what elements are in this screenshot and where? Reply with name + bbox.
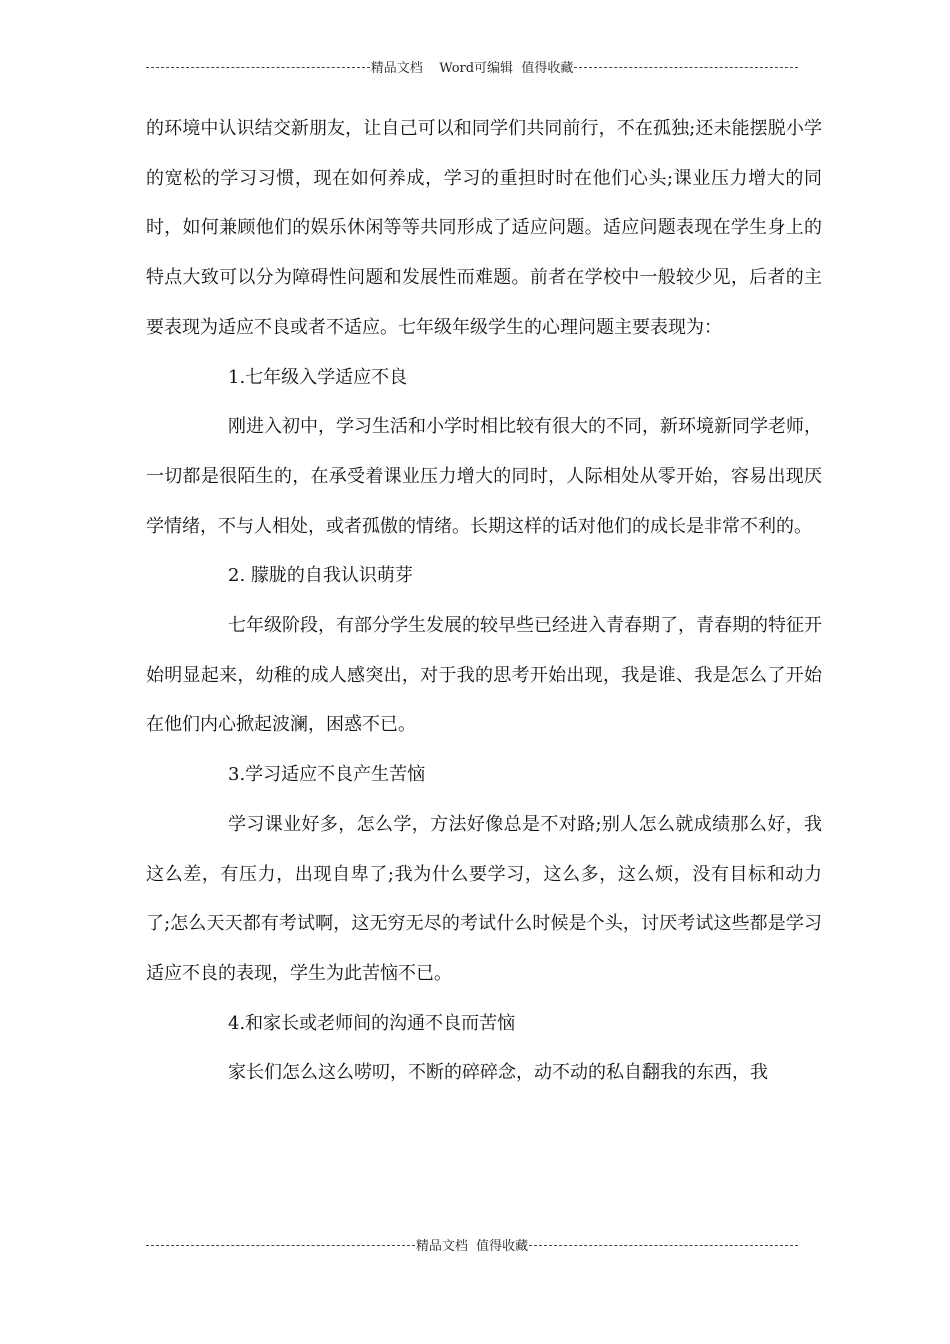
document-body	[146, 104, 822, 1098]
footer-text: 精品文档 值得收藏	[415, 1238, 529, 1254]
paragraph-2: 刚进入初中，学习生活和小学时相比较有很大的不同，新环境新同学老师，一切都是很陌生的，在承受着课业压力增大的同时，人际相处从零开始，容易出现厌学情绪，不与人相处，或者孤傲的情绪。长期这样的话对他们的成长是非常不利的。	[146, 416, 822, 537]
section-heading-1: 1.七年级入学适应不良	[228, 366, 408, 388]
section-heading-2: 2. 朦胧的自我认识萌芽	[228, 565, 413, 587]
header-text: 精品文档 Word可编辑 值得收藏	[370, 60, 574, 76]
page-header	[146, 56, 798, 76]
footer-rule-right	[529, 1245, 798, 1246]
paragraph-5: 家长们怎么这么唠叨，不断的碎碎念，动不动的私自翻我的东西，我	[228, 1062, 768, 1084]
section-heading-3: 3.学习适应不良产生苦恼	[228, 764, 426, 786]
paragraph-1: 的环境中认识结交新朋友，让自己可以和同学们共同前行，不在孤独;还未能摆脱小学的宽松的学习习惯，现在如何养成，学习的重担时时在他们心头;课业压力增大的同时，如何兼顾他们的娱乐休闲等等共同形成了适应问题。适应问题表现在学生身上的特点大致可以分为障碍性问题和发展性而难题。前者在学校中一般较少见，后者的主要表现为适应不良或者不适应。七年级年级学生的心理问题主要表现为：	[146, 118, 822, 338]
paragraph-4: 学习课业好多，怎么学，方法好像总是不对路;别人怎么就成绩那么好，我这么差，有压力，出现自卑了;我为什么要学习，这么多，这么烦，没有目标和动力了;怎么天天都有考试啊，这无穷无尽的考试什么时候是个头，讨厌考试这些都是学习适应不良的表现，学生为此苦恼不已。	[146, 813, 822, 984]
section-heading-4: 4.和家长或老师间的沟通不良而苦恼	[228, 1012, 516, 1034]
footer-rule-left	[146, 1245, 415, 1246]
page-footer	[146, 1234, 798, 1254]
header-rule-right	[574, 67, 798, 68]
paragraph-3: 七年级阶段，有部分学生发展的较早些已经进入青春期了，青春期的特征开始明显起来，幼稚的成人感突出，对于我的思考开始出现，我是谁、我是怎么了开始在他们内心掀起波澜，困惑不已。	[146, 615, 822, 736]
header-rule-left	[146, 67, 370, 68]
